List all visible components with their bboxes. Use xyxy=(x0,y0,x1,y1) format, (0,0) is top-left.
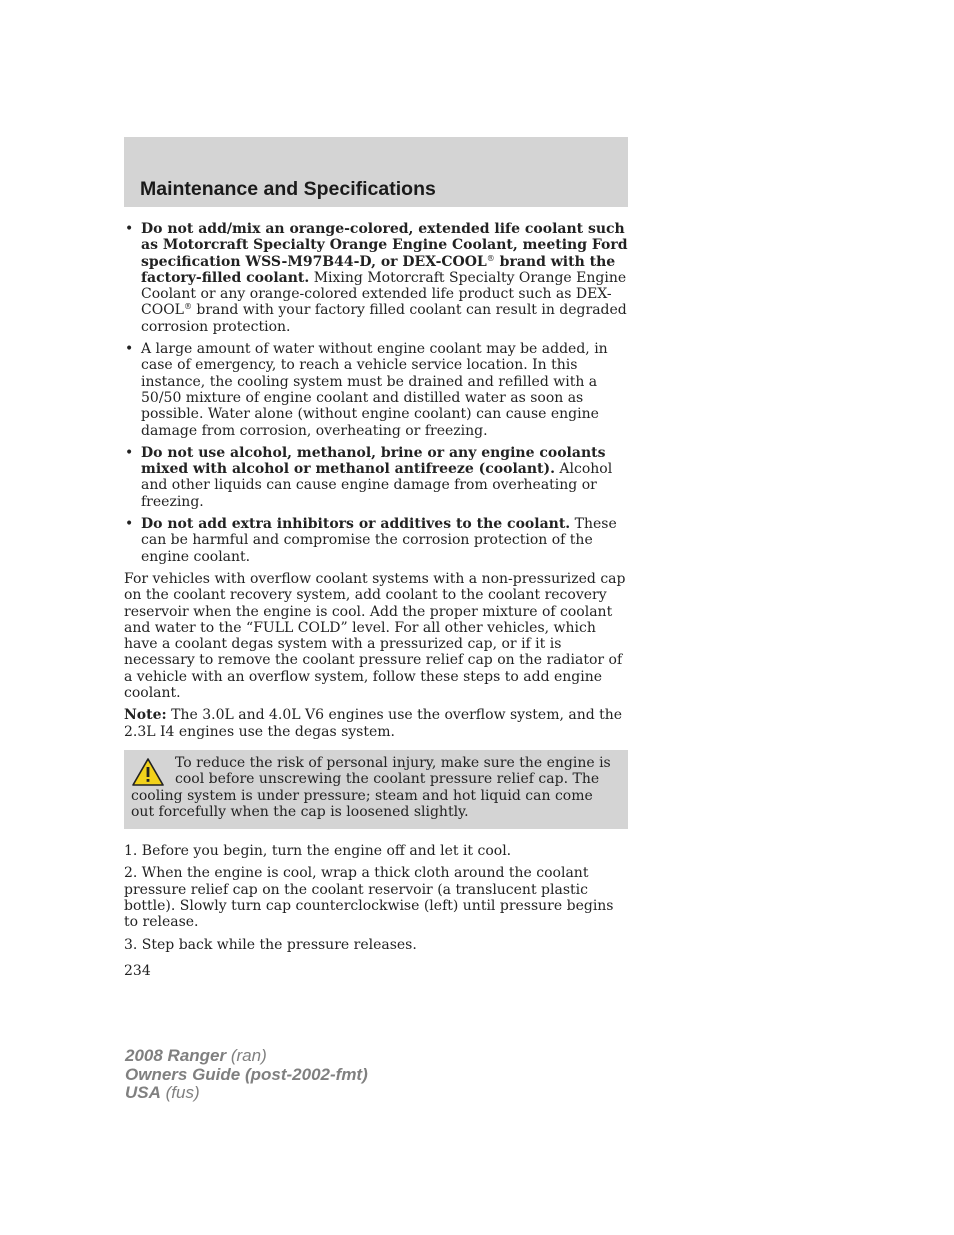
section-header-bar xyxy=(124,137,628,207)
warning-box xyxy=(124,750,628,829)
bold-text: brand with the factory-filled coolant. xyxy=(141,253,616,286)
bold-text: Do not use alcohol, methanol, brine or any engine coolants mixed with alcohol or methanol antifreeze (coolant). xyxy=(141,444,606,478)
note-label: Note: xyxy=(124,707,167,724)
list-item xyxy=(124,516,628,565)
overflow-system-paragraph: For vehicles with overflow coolant systems with a non-pressurized cap on the coolant recovery system, add coolant to the coolant recovery reservoir when the engine is cool. Add the proper mixture of coolant and water to the “FULL COLD” level. For all other vehicles, which have a coolant degas system with a pressurized cap, or if it is necessary to remove the coolant pressure relief cap on the radiator of a vehicle with an overflow system, follow these steps to add engine coolant. xyxy=(124,570,626,702)
section-title: Maintenance and Specifications xyxy=(140,178,436,200)
bold-text: Do not add extra inhibitors or additives to the coolant. xyxy=(141,516,571,533)
body-text: These can be harmful and compromise the corrosion protection of the engine coolant. xyxy=(141,516,617,565)
footer-line-1 xyxy=(125,1047,368,1066)
bullet-list xyxy=(124,221,628,565)
step-2: 2. When the engine is cool, wrap a thick cloth around the coolant pressure relief cap on the coolant reservoir (a translucent plastic bottle). Slowly turn cap counterclockwise (left) until pressure begins to release. xyxy=(124,865,614,931)
body-text: A large amount of water without engine coolant may be added, in case of emergency, to reach a vehicle service location. In this instance, the cooling system must be drained and refilled with a 50/50 mixture of engine coolant and distilled water as soon as possible. Water alone (without engine coolant) can cause engine damage from corrosion, overheating or freezing. xyxy=(141,341,608,439)
step-3: 3. Step back while the pressure releases. xyxy=(124,936,417,953)
list-item xyxy=(124,221,628,335)
registered-mark: ® xyxy=(183,302,192,312)
warning-triangle-icon xyxy=(131,757,165,787)
warning-text: To reduce the risk of personal injury, make sure the engine is cool before unscrewing the coolant pressure relief cap. The cooling system is under pressure; steam and hot liquid can come out forcefully when the cap is loosened slightly. xyxy=(131,754,611,820)
bullet-symbol: • xyxy=(125,444,134,461)
footer-line-2: Owners Guide (post-2002-fmt) xyxy=(125,1064,368,1084)
bullet-symbol: • xyxy=(125,341,134,358)
registered-mark: ® xyxy=(486,253,495,263)
body-text: Alcohol and other liquids can cause engine damage from overheating or freezing. xyxy=(141,461,613,510)
document-footer xyxy=(125,1047,368,1103)
footer-model: 2008 Ranger xyxy=(125,1046,227,1065)
page-number: 234 xyxy=(124,962,151,979)
step-1: 1. Before you begin, turn the engine off and let it cool. xyxy=(124,843,512,860)
bullet-symbol: • xyxy=(125,221,134,237)
list-item xyxy=(124,445,628,510)
footer-market-code: (fus) xyxy=(160,1083,200,1102)
footer-model-code: (ran) xyxy=(226,1046,267,1065)
list-item xyxy=(124,341,628,439)
footer-market: USA xyxy=(125,1083,161,1102)
bold-text: Do not add/mix an orange-colored, extended life coolant such as Motorcraft Specialty Orange Engine Coolant, meeting Ford specification WSS-M97B44-D, or DEX-COOL xyxy=(141,221,628,270)
body-text: brand with your factory filled coolant can result in degraded corrosion protection. xyxy=(141,302,627,335)
page-content xyxy=(124,221,628,979)
body-text: Mixing Motorcraft Specialty Orange Engine Coolant or any orange-colored extended life product such as DEX-COOL xyxy=(141,269,627,319)
note-text: The 3.0L and 4.0L V6 engines use the overflow system, and the 2.3L I4 engines use the degas system. xyxy=(124,707,623,740)
footer-line-3 xyxy=(125,1084,368,1103)
bullet-symbol: • xyxy=(125,516,134,533)
note-paragraph xyxy=(124,707,628,740)
